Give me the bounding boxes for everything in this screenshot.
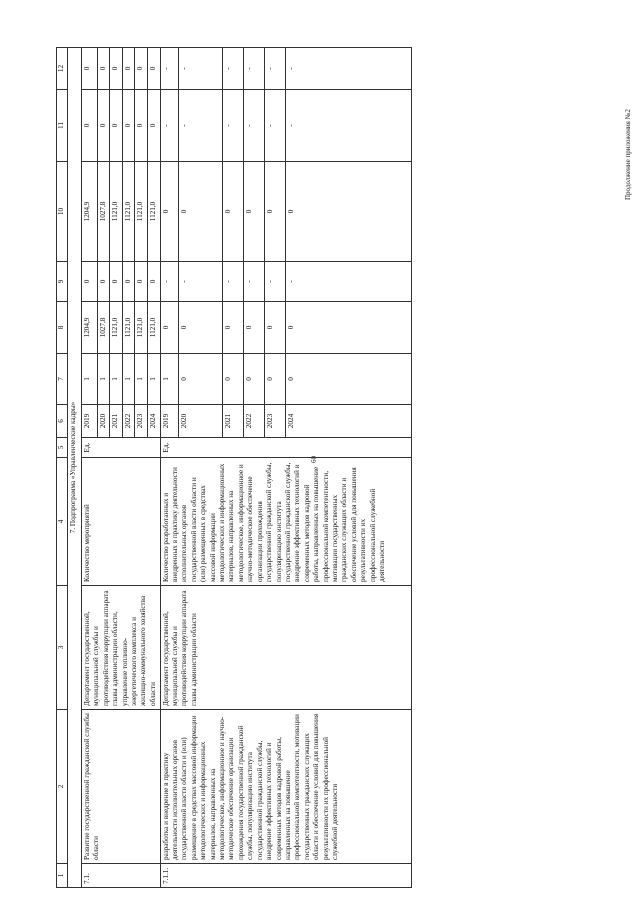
value-cell: 0 [222, 302, 243, 354]
col-header: 2 [57, 710, 68, 864]
col-header: 12 [57, 48, 68, 90]
year-cell: 2023 [264, 405, 285, 438]
value-cell: - [243, 90, 264, 162]
value-cell: 1121,0 [122, 162, 134, 262]
value-cell: - [285, 262, 411, 302]
col-header: 11 [57, 90, 68, 162]
value-cell: 1204,9 [82, 302, 98, 354]
value-cell: 1 [82, 354, 98, 405]
value-cell: 0 [122, 48, 134, 90]
value-cell: 0 [222, 354, 243, 405]
section-row [68, 48, 82, 888]
col-header: 8 [57, 302, 68, 354]
value-cell: 0 [82, 90, 98, 162]
value-cell: - [160, 48, 178, 90]
column-number-row [57, 48, 68, 888]
value-cell: - [160, 90, 178, 162]
value-cell: 0 [135, 90, 147, 162]
value-cell: - [178, 262, 222, 302]
value-cell: 0 [222, 162, 243, 262]
value-cell: 0 [243, 354, 264, 405]
value-cell: - [285, 48, 411, 90]
col-header: 9 [57, 262, 68, 302]
year-cell: 2022 [243, 405, 264, 438]
col-header: 4 [57, 458, 68, 586]
value-cell: 0 [285, 302, 411, 354]
value-cell: 1121,0 [147, 302, 160, 354]
value-cell: 0 [285, 162, 411, 262]
value-cell: - [160, 262, 178, 302]
value-cell: 1 [110, 354, 122, 405]
value-cell: 0 [110, 48, 122, 90]
year-cell: 2024 [147, 405, 160, 438]
value-cell: 0 [135, 262, 147, 302]
value-cell: 1121,0 [110, 162, 122, 262]
value-cell: 1 [135, 354, 147, 405]
value-cell: 0 [98, 262, 110, 302]
document-table [56, 48, 584, 888]
col-header: 3 [57, 586, 68, 710]
value-cell: 0 [82, 48, 98, 90]
col-header: 6 [57, 405, 68, 438]
value-cell: 1121,0 [110, 302, 122, 354]
value-cell: 0 [98, 48, 110, 90]
section-title: 7. Подпрограмма «Управленческие кадры» [68, 48, 82, 888]
value-cell: - [222, 48, 243, 90]
value-cell: - [264, 48, 285, 90]
year-cell: 2021 [222, 405, 243, 438]
year-cell: 2021 [110, 405, 122, 438]
value-cell: 1121,0 [147, 162, 160, 262]
value-cell: 1 [122, 354, 134, 405]
year-cell: 2024 [285, 405, 411, 438]
year-cell: 2020 [98, 405, 110, 438]
activity-name: Развитие государственной гражданской службы области [82, 710, 161, 864]
appendix-note: Продолжение приложения №2 [624, 109, 632, 200]
table-row [160, 48, 178, 888]
value-cell: 1027,8 [98, 302, 110, 354]
value-cell: 0 [178, 354, 222, 405]
col-header: 10 [57, 162, 68, 262]
value-cell: 0 [264, 354, 285, 405]
value-cell: 1027,8 [98, 162, 110, 262]
col-header: 7 [57, 354, 68, 405]
table-row [82, 48, 98, 888]
year-cell: 2020 [178, 405, 222, 438]
unit: Ед. [160, 438, 411, 458]
value-cell: 1 [160, 354, 178, 405]
value-cell: 0 [147, 48, 160, 90]
value-cell: 1 [98, 354, 110, 405]
value-cell: - [222, 262, 243, 302]
value-cell: - [178, 48, 222, 90]
value-cell: - [243, 48, 264, 90]
row-number: 7.1. [82, 864, 161, 888]
value-cell: 0 [160, 162, 178, 262]
year-cell: 2019 [82, 405, 98, 438]
executor: Департамент государственной, муниципальной службы и противодействия коррупции аппарата главы администрации области, управление топливно- энергетического комплекса и жилищно-коммунального хозяйства области [82, 586, 161, 710]
row-number: 7.1.1. [160, 864, 411, 888]
value-cell: - [264, 90, 285, 162]
value-cell: 0 [135, 48, 147, 90]
value-cell: 0 [243, 302, 264, 354]
value-cell: - [222, 90, 243, 162]
year-cell: 2019 [160, 405, 178, 438]
value-cell: 0 [110, 262, 122, 302]
value-cell: 1121,0 [135, 302, 147, 354]
value-cell: 1204,9 [82, 162, 98, 262]
value-cell: 0 [160, 302, 178, 354]
value-cell: 0 [243, 162, 264, 262]
value-cell: 0 [285, 354, 411, 405]
value-cell: 0 [264, 302, 285, 354]
value-cell: 1 [147, 354, 160, 405]
year-cell: 2022 [122, 405, 134, 438]
value-cell: - [285, 90, 411, 162]
col-header: 5 [57, 438, 68, 458]
value-cell: 0 [178, 162, 222, 262]
value-cell: 0 [98, 90, 110, 162]
value-cell: 0 [82, 262, 98, 302]
indicator: Количество мероприятий [82, 458, 161, 586]
value-cell: 0 [147, 90, 160, 162]
value-cell: 0 [122, 262, 134, 302]
year-cell: 2023 [135, 405, 147, 438]
value-cell: 1121,0 [122, 302, 134, 354]
col-header: 1 [57, 864, 68, 888]
executor: Департамент государственной, муниципальной службы и противодействия коррупции аппарата главы администрации области [160, 586, 411, 710]
value-cell: 0 [147, 262, 160, 302]
value-cell: - [264, 262, 285, 302]
value-cell: 0 [122, 90, 134, 162]
value-cell: 0 [178, 302, 222, 354]
value-cell: - [243, 262, 264, 302]
value-cell: 0 [110, 90, 122, 162]
activity-name: разработка и внедрение в практику деятельности исполнительных органов государственной власти области и (или) размещение в средствах массовой информации методологических и информационных материалов, направленных на методологическое, информационное и научно-методическое обеспечение организации прохождения государственной гражданской службы, популяризацию института государственной гражданской службы, внедрение эффективных технологий и современных методов кадровой работы, направленных на повышение профессиональной компетентности, мотивации государственных гражданских служащих области и обеспечение условий для повышения результативности их профессиональной служебной деятельности [160, 710, 411, 864]
unit: Ед. [82, 438, 161, 458]
value-cell: - [178, 90, 222, 162]
page-number: 60 [310, 456, 318, 463]
value-cell: 1121,0 [135, 162, 147, 262]
value-cell: 0 [264, 162, 285, 262]
indicator: Количество разработанных и внедренных в практику деятельности исполнительных органов государственной власти области и (или) размещенных в средствах массовой информации методологических и информационных материалов, направленных на методологическое, информационное и научно-методическое обеспечение организации прохождения государственной гражданской службы, популяризацию института государственной гражданской службы, внедрение эффективных технологий и современных методов кадровой работы, направленных на повышение профессиональной компетентности, мотивации государственных гражданских служащих области и обеспечение условий для повышения результативности их профессиональной служебной деятельности [160, 458, 411, 586]
